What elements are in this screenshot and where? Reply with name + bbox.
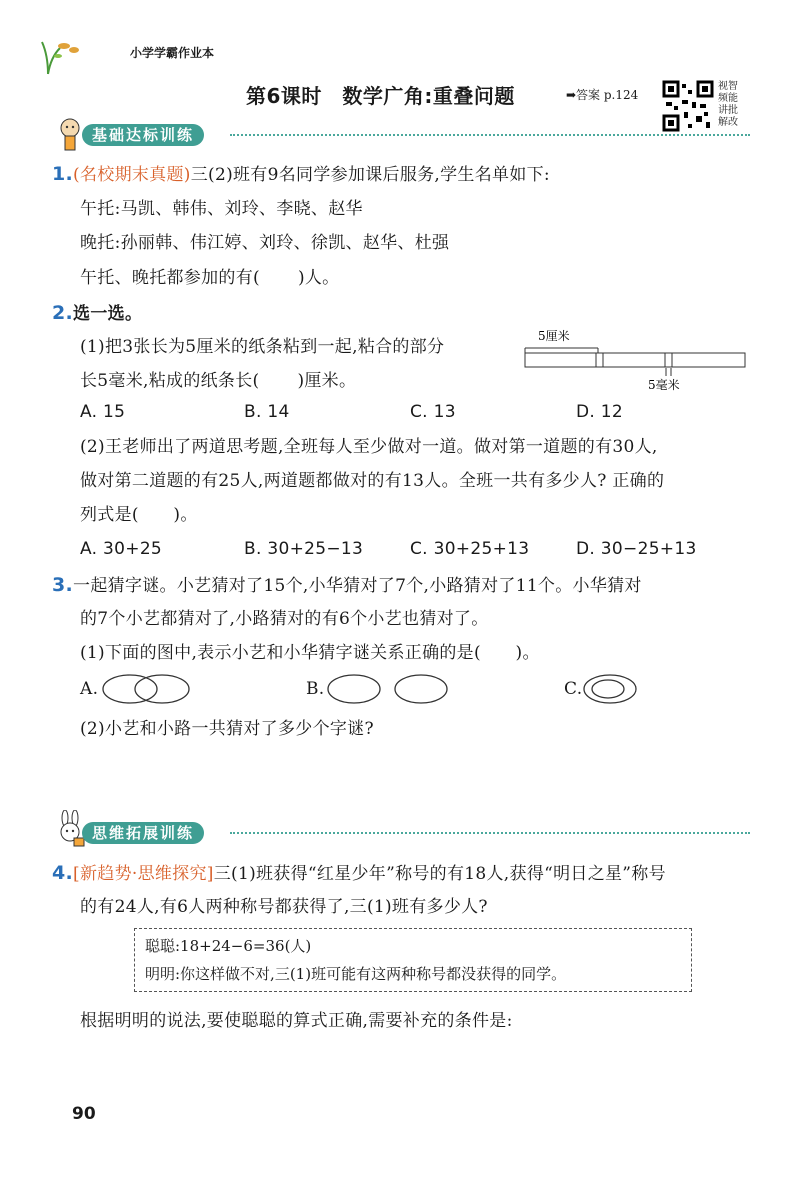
q2-p1-option-b[interactable]: B. 14 <box>244 402 290 422</box>
q3-option-c[interactable]: C. <box>564 679 583 699</box>
q2-p1-option-d[interactable]: D. 12 <box>576 402 624 422</box>
overlapping-circles-diagram <box>100 671 195 707</box>
separate-circles-diagram <box>326 671 451 707</box>
question-4-line1: 4.[新趋势·思维探究]三(1)班获得“红星少年”称号的有18人,获得“明日之星”称号 <box>52 862 666 884</box>
book-title: 小学学霸作业本 <box>130 46 215 60</box>
q2-p2-line2: 做对第二道题的有25人,两道题都做对的有13人。全班一共有多少人? 正确的 <box>80 471 665 491</box>
q2-p1-line1: (1)把3张长为5厘米的纸条粘到一起,粘合的部分 <box>80 337 445 357</box>
q1-noon-list: 午托:马凯、韩伟、刘玲、李晓、赵华 <box>80 199 363 219</box>
dialog-box <box>134 928 692 992</box>
q2-p2-option-c[interactable]: C. 30+25+13 <box>410 539 530 559</box>
q3-option-b[interactable]: B. <box>306 679 325 699</box>
page-number: 90 <box>72 1104 96 1124</box>
dialog-mingming: 明明:你这样做不对,三(1)班可能有这两种称号都没获得的同学。 <box>145 965 567 983</box>
q2-p2-option-d[interactable]: D. 30−25+13 <box>576 539 697 559</box>
q2-p1-line2: 长5毫米,粘成的纸条长( )厘米。 <box>80 371 357 391</box>
answer-reference: ➡答案 p.124 <box>566 88 639 102</box>
sprout-icon <box>38 36 88 76</box>
q2-p2-option-b[interactable]: B. 30+25−13 <box>244 539 364 559</box>
question-1-stem: 1.(名校期末真题)三(2)班有9名同学参加课后服务,学生名单如下: <box>52 163 550 185</box>
dialog-congcong: 聪聪:18+24−6=36(人) <box>145 937 312 955</box>
q3-line2: 的7个小艺都猜对了,小路猜对的有6个小艺也猜对了。 <box>80 609 489 629</box>
section-title-basic: 基础达标训练 <box>82 124 204 146</box>
q1-evening-list: 晚托:孙丽韩、伟江婷、刘玲、徐凯、赵华、杜强 <box>80 233 450 253</box>
q1-ask: 午托、晚托都参加的有( )人。 <box>80 268 340 288</box>
question-3-line1: 3.一起猜字谜。小艺猜对了15个,小华猜对了7个,小路猜对了11个。小华猜对 <box>52 574 642 596</box>
q2-p1-option-a[interactable]: A. 15 <box>80 402 126 422</box>
q3-p1: (1)下面的图中,表示小艺和小华猜字谜关系正确的是( )。 <box>80 643 540 663</box>
section-header-basic <box>50 120 750 150</box>
lesson-title: 第6课时 数学广角:重叠问题 <box>246 84 515 108</box>
section-header-extend <box>50 818 750 848</box>
q2-p1-option-c[interactable]: C. 13 <box>410 402 456 422</box>
diagram-label-bottom: 5毫米 <box>648 378 680 392</box>
q4-line2: 的有24人,有6人两种称号都获得了,三(1)班有多少人? <box>80 897 488 917</box>
section-divider <box>230 134 750 136</box>
q2-p2-option-a[interactable]: A. 30+25 <box>80 539 163 559</box>
section-divider <box>230 832 750 834</box>
question-2-title: 2.选一选。 <box>52 302 143 324</box>
q3-p2: (2)小艺和小路一共猜对了多少个字谜? <box>80 719 374 739</box>
q4-conclusion: 根据明明的说法,要使聪聪的算式正确,需要补充的条件是: <box>80 1011 513 1031</box>
diagram-label-top: 5厘米 <box>538 329 570 343</box>
nested-circles-diagram <box>582 671 642 707</box>
q2-p2-line3: 列式是( )。 <box>80 505 198 525</box>
section-title-extend: 思维拓展训练 <box>82 822 204 844</box>
q3-option-a[interactable]: A. <box>80 679 99 699</box>
q2-p2-line1: (2)王老师出了两道思考题,全班每人至少做对一道。做对第一道题的有30人, <box>80 437 658 457</box>
paper-strip-diagram <box>520 326 750 396</box>
qr-caption: 视智 频能 讲批 解改 <box>718 81 738 128</box>
